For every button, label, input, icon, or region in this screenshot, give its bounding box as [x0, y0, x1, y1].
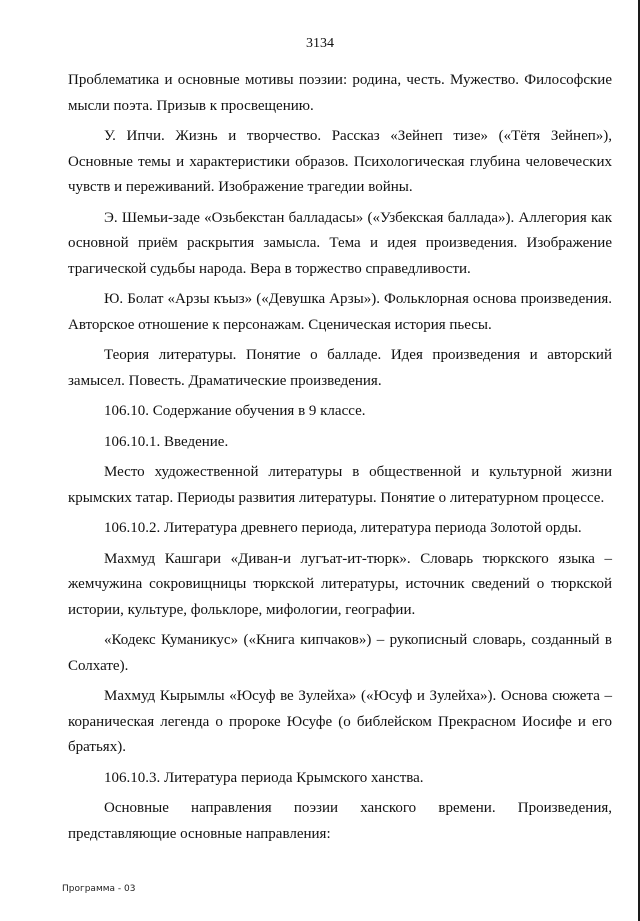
section-heading-introduction: 106.10.1. Введение.: [104, 433, 229, 450]
paragraph-codex-cumanicus: «Кодекс Куманикус» («Книга кипчаков») – рукописный словарь, созданный в Солхате).: [68, 632, 612, 674]
paragraph-place-of-literature: Место художественной литературы в общественной и культурной жизни крымских татар. Периоды развития литературы. Понятие о литературном процессе.: [68, 464, 612, 506]
section-heading-9th-grade: 106.10. Содержание обучения в 9 классе.: [104, 403, 366, 419]
paragraph-shemyi-zade: Э. Шемьи-заде «Озьбекстан балладасы» («Узбекская баллада»). Аллегория как основной приём раскрытия замысла. Тема и идея произведения. Изображение трагической судьбы народа. Вера в торжество справедливости.: [68, 209, 612, 277]
page-number: 3134: [306, 36, 334, 51]
document-body: [68, 68, 612, 852]
paragraph-kashgari: Махмуд Кашгари «Диван-и лугъат-ит-тюрк». Словарь тюркского языка – жемчужина сокровищницы тюркской литературы, источник сведений о тюркской истории, культуре, фольклоре, мифологии, географии.: [68, 550, 612, 618]
paragraph-bolat: Ю. Болат «Арзы къыз» («Девушка Арзы»). Фольклорная основа произведения. Авторское отношение к персонажам. Сценическая история пьесы.: [68, 291, 612, 333]
paragraph-mahmud-kyrymly: Махмуд Кырымлы «Юсуф ве Зулейха» («Юсуф и Зулейха»). Основа сюжета – кораническая легенда о пророке Юсуфе (о библейском Прекрасном Иосифе и его братьях).: [68, 688, 612, 755]
paragraph-literary-theory: Теория литературы. Понятие о балладе. Идея произведения и авторский замысел. Повесть. Драматические произведения.: [68, 347, 612, 389]
paragraph-ipchi: У. Ипчи. Жизнь и творчество. Рассказ «Зейнеп тизе» («Тётя Зейнеп»), Основные темы и характеристики образов. Психологическая глубина человеческих чувств и переживаний. Изображение трагедии войны.: [68, 128, 612, 195]
section-heading-ancient-period: 106.10.2. Литература древнего периода, литература периода Золотой орды.: [104, 520, 582, 536]
footer-program-label: Программа - 03: [62, 884, 136, 894]
section-heading-khanate-period: 106.10.3. Литература периода Крымского ханства.: [104, 769, 424, 786]
paragraph-poetry-themes: Проблематика и основные мотивы поэзии: родина, честь. Мужество. Философские мысли поэта. Призыв к просвещению.: [68, 72, 612, 114]
paragraph-poetry-directions: Основные направления поэзии ханского времени. Произведения, представляющие основные направления:: [68, 800, 612, 842]
